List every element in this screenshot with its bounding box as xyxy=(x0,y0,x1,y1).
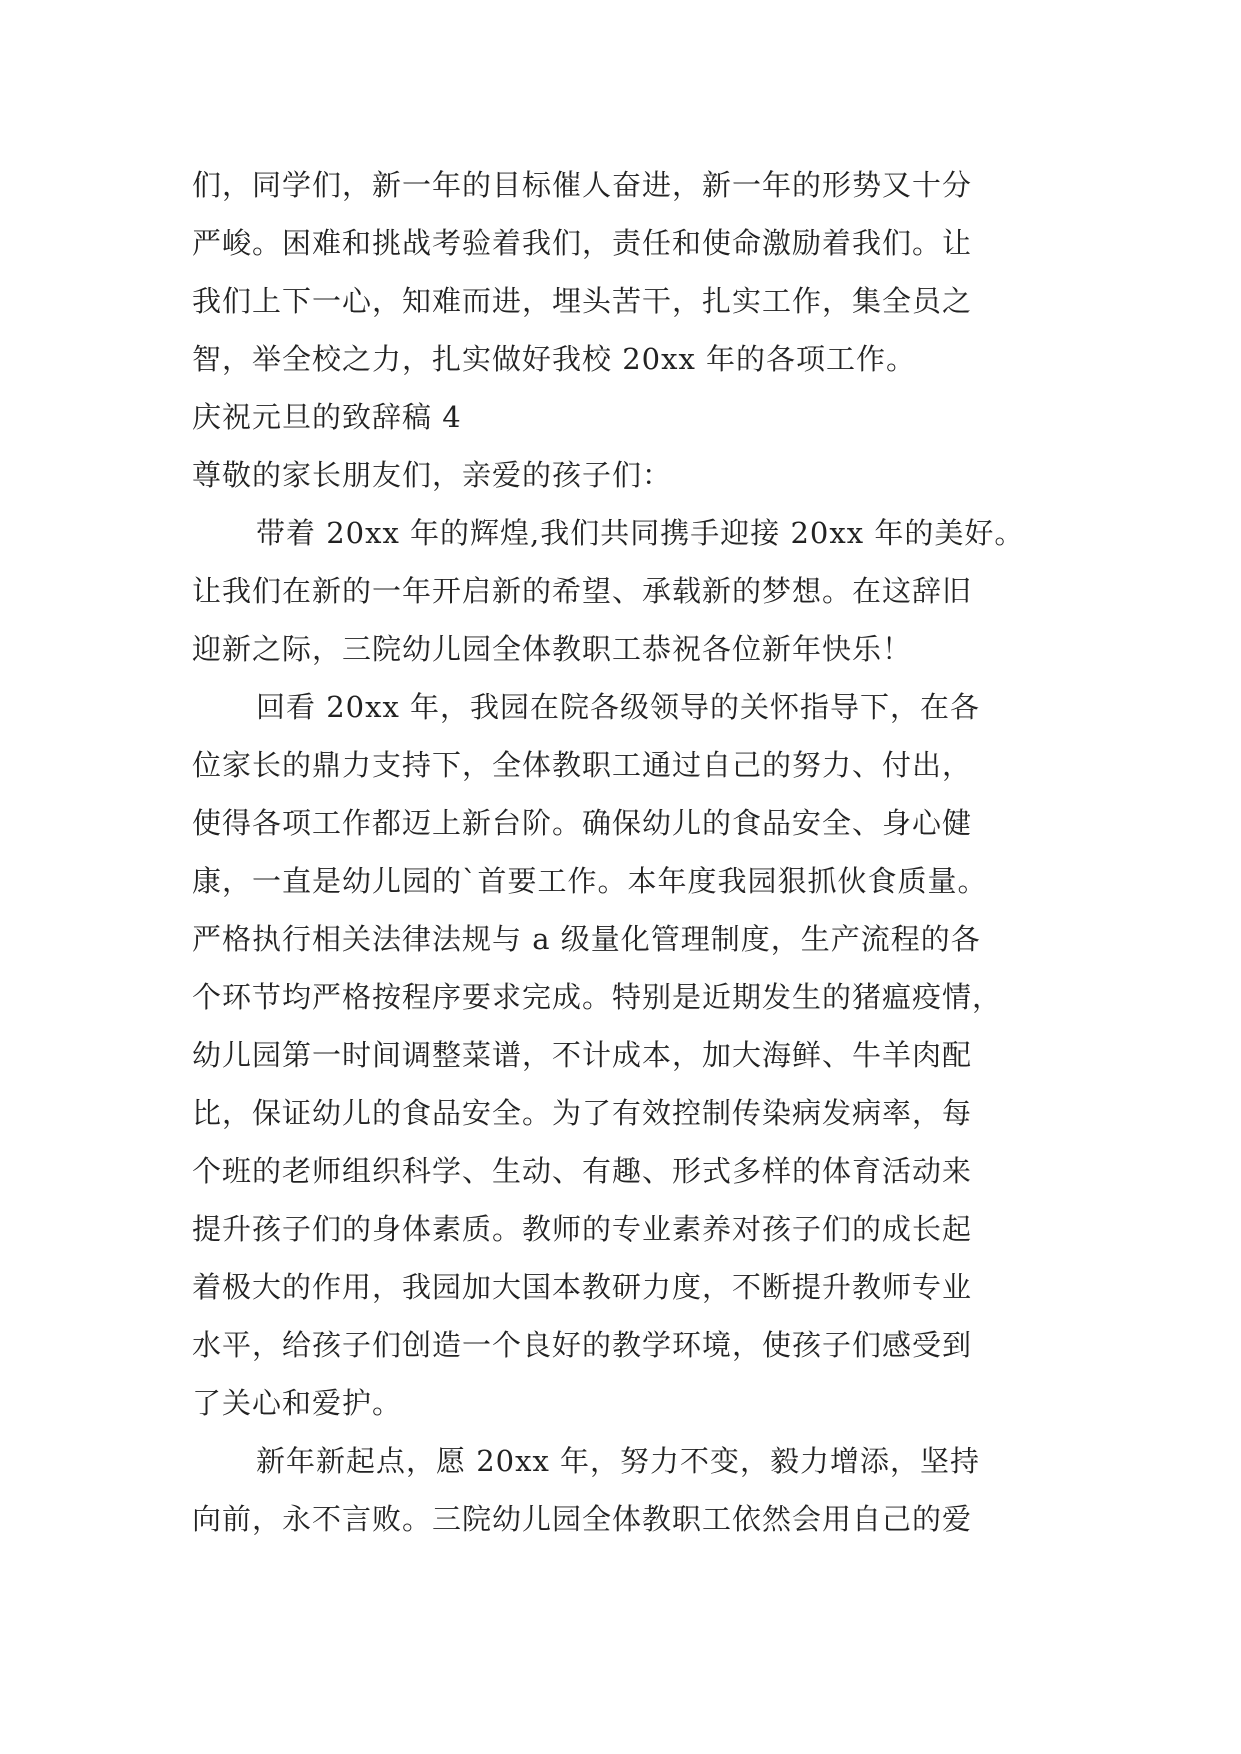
text-line: 比，保证幼儿的食品安全。为了有效控制传染病发病率，每 xyxy=(192,1096,973,1130)
text-line: 康，一直是幼儿园的`首要工作。本年度我园狠抓伙食质量。 xyxy=(192,864,988,898)
text-line: 位家长的鼎力支持下，全体教职工通过自己的努力、付出， xyxy=(192,748,973,782)
text-line: 让我们在新的一年开启新的希望、承载新的梦想。在这辞旧 xyxy=(192,574,973,608)
paragraph-start: 回看 20xx 年，我园在院各级领导的关怀指导下，在各 xyxy=(256,690,981,724)
text-line: 使得各项工作都迈上新台阶。确保幼儿的食品安全、身心健 xyxy=(192,806,973,840)
text-line: 幼儿园第一时间调整菜谱，不计成本，加大海鲜、牛羊肉配 xyxy=(192,1038,973,1072)
text-line: 个班的老师组织科学、生动、有趣、形式多样的体育活动来 xyxy=(192,1154,973,1188)
text-line: 们，同学们，新一年的目标催人奋进，新一年的形势又十分 xyxy=(192,168,973,202)
paragraph-start: 带着 20xx 年的辉煌,我们共同携手迎接 20xx 年的美好。 xyxy=(256,516,1025,550)
section-title: 庆祝元旦的致辞稿 4 xyxy=(192,400,462,434)
text-line: 我们上下一心，知难而进，埋头苦干，扎实工作，集全员之 xyxy=(192,284,973,318)
text-line: 水平，给孩子们创造一个良好的教学环境，使孩子们感受到 xyxy=(192,1328,973,1362)
text-line: 智，举全校之力，扎实做好我校 20xx 年的各项工作。 xyxy=(192,342,917,376)
paragraph-start: 新年新起点，愿 20xx 年，努力不变，毅力增添，坚持 xyxy=(256,1444,981,1478)
text-line: 提升孩子们的身体素质。教师的专业素养对孩子们的成长起 xyxy=(192,1212,973,1246)
text-line: 严格执行相关法律法规与 a 级量化管理制度，生产流程的各 xyxy=(192,922,981,956)
text-line: 迎新之际，三院幼儿园全体教职工恭祝各位新年快乐！ xyxy=(192,632,913,666)
text-line: 了关心和爱护。 xyxy=(192,1386,403,1420)
text-line: 严峻。困难和挑战考验着我们，责任和使命激励着我们。让 xyxy=(192,226,973,260)
text-line: 着极大的作用，我园加大国本教研力度，不断提升教师专业 xyxy=(192,1270,973,1304)
text-line: 向前，永不言败。三院幼儿园全体教职工依然会用自己的爱 xyxy=(192,1502,973,1536)
text-line: 个环节均严格按程序要求完成。特别是近期发生的猪瘟疫情， xyxy=(192,980,1003,1014)
salutation: 尊敬的家长朋友们，亲爱的孩子们： xyxy=(192,458,673,492)
